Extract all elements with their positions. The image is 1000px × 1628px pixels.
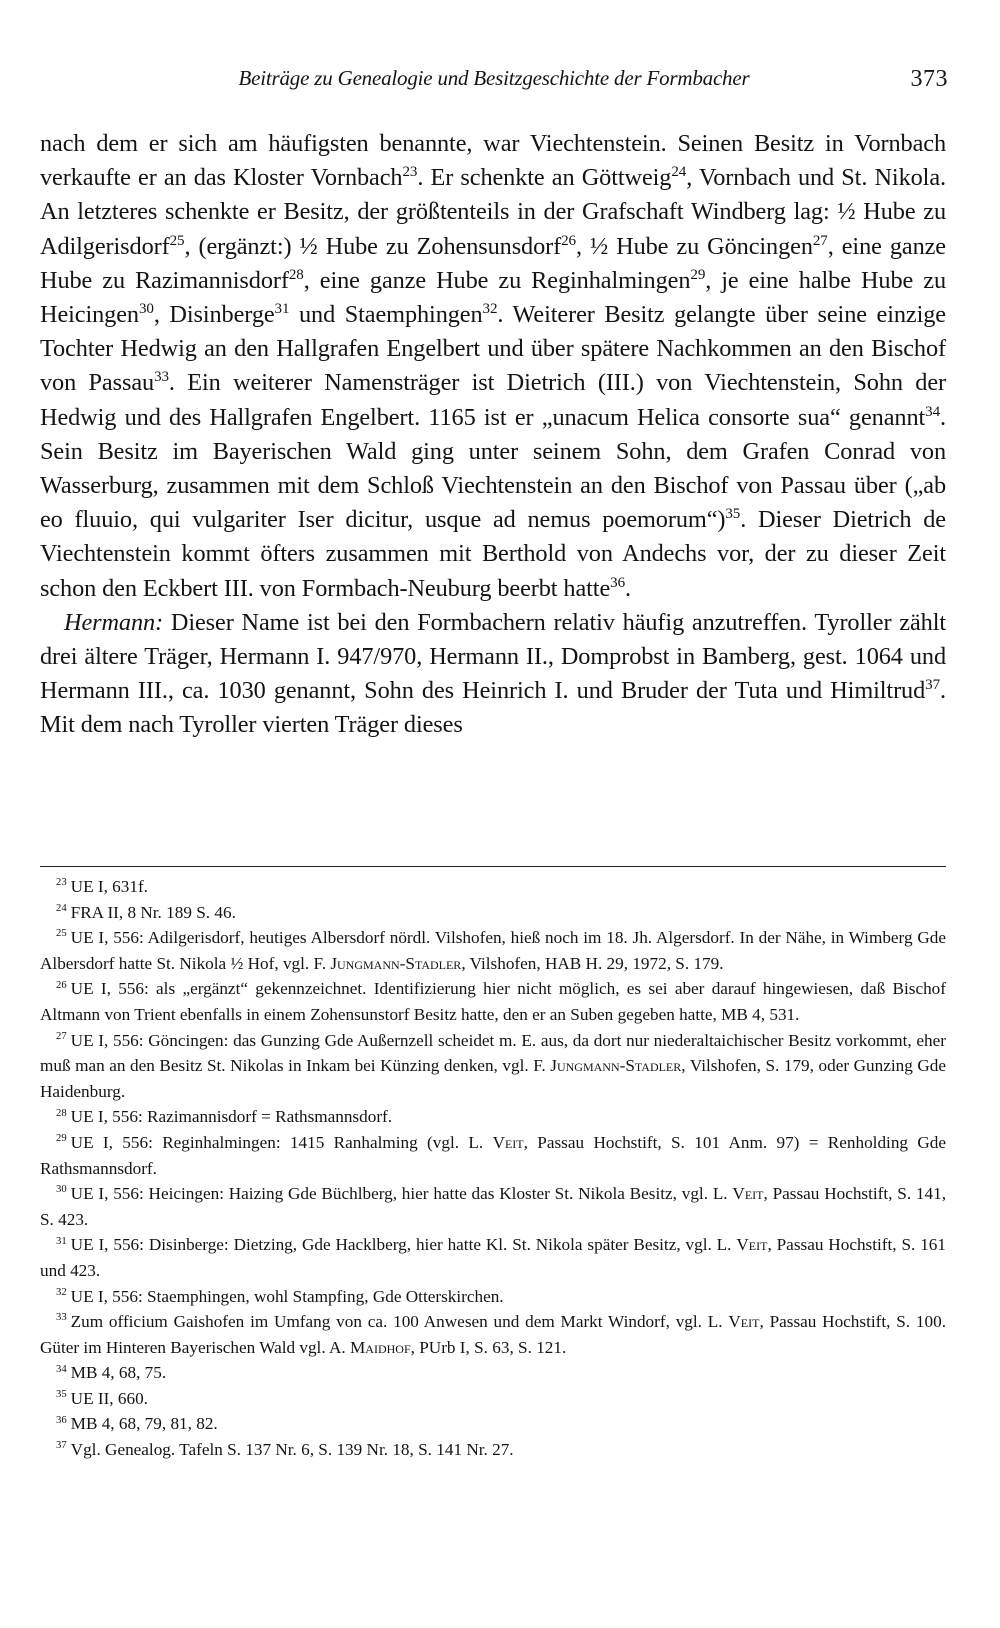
footnote-reference: 27 — [812, 232, 828, 249]
footnote — [40, 976, 946, 1027]
footnote-reference: 25 — [169, 232, 185, 249]
footnote-number: 28 — [56, 1107, 67, 1119]
author-name: Maidhof — [350, 1337, 411, 1357]
text-run: . Ein weiterer Namensträger ist Dietrich (III.) von Viechtenstein, Sohn der Hedwig und des Hallgrafen Engelbert. 1165 ist er „unacum Helica consorte sua“ genannt — [40, 369, 946, 431]
text-run: UE I, 556: Adilgerisdorf, heutiges Albersdorf nördl. Vilshofen, hieß noch im 18. Jh. Algersdorf. In der Nähe, in Wimberg Gde Albersdorf hatte St. Nikola ½ Hof, vgl. F. — [40, 928, 946, 973]
footnote-number: 37 — [56, 1440, 67, 1452]
text-run: . Er schenkte an Göttweig — [417, 164, 672, 192]
text-run: , PUrb I, S. 63, S. 121. — [410, 1337, 567, 1357]
footnote-reference: 24 — [671, 164, 687, 181]
italic-lead: Hermann: — [64, 608, 164, 636]
author-name: Veit — [732, 1184, 764, 1204]
text-run: UE I, 556: als „ergänzt“ gekennzeichnet. Identifizierung hier nicht möglich, es sei aber darauf hingewiesen, daß Bischof Altmann von Trient ebenfalls in einem Zohensunstorf Besitz hatte, den er an Suben gegeben hatte, MB 4, 531. — [40, 979, 946, 1024]
footnote — [40, 1360, 946, 1386]
footnote-number: 24 — [56, 902, 67, 914]
text-run: , Passau Hochstift, S. 141, S. 423. — [40, 1184, 947, 1229]
footnote-number: 29 — [56, 1133, 67, 1145]
author-name: Veit — [492, 1132, 524, 1152]
footnote — [40, 1181, 946, 1232]
footnote-reference: 35 — [725, 506, 741, 523]
paragraph-2 — [40, 606, 946, 743]
text-run: nach dem er sich am häufigsten benannte, war Viechtenstein. Seinen Besitz in Vornbach verkaufte er an das Kloster Vornbach — [40, 130, 946, 192]
page-number: 373 — [910, 66, 948, 92]
footnote — [40, 900, 946, 926]
paragraph-1 — [40, 127, 946, 606]
footnote-reference: 34 — [925, 403, 941, 420]
text-run: UE I, 556: Göncingen: das Gunzing Gde Außernzell scheidet m. E. aus, da dort nur niederaltaichischer Besitz vorkommt, eher muß man an den Besitz St. Nikolas in Inkam bei Künzing denken, vgl. F. — [40, 1030, 946, 1076]
text-run: , Vilshofen, S. 179, oder Gunzing Gde Haidenburg. — [40, 1056, 946, 1101]
author-name: Jungmann-Stadler — [330, 953, 462, 973]
text-run: MB 4, 68, 79, 81, 82. — [70, 1414, 218, 1434]
text-run: , (ergänzt:) ½ Hube zu Zohensunsdorf — [184, 232, 562, 260]
running-head — [40, 66, 948, 100]
text-run: . Sein Besitz im Bayerischen Wald ging unter seinem Sohn, dem Grafen Conrad von Wasserburg, zusammen mit dem Schloß Viechtenstein an den Bischof von Passau über („ab eo fluuio, qui vulgariter Iser dicitur, usque ad nemus poemorum“) — [40, 403, 946, 534]
text-run: UE I, 631f. — [70, 877, 148, 896]
text-run: UE I, 556: Disinberge: Dietzing, Gde Hacklberg, hier hatte Kl. St. Nikola später Besitz, vgl. L. — [70, 1235, 737, 1255]
author-name: Jungmann-Stadler — [550, 1056, 682, 1076]
text-run: Vgl. Genealog. Tafeln S. 137 Nr. 6, S. 139 Nr. 18, S. 141 Nr. 27. — [70, 1440, 514, 1460]
footnote — [40, 1386, 946, 1412]
footnote — [40, 874, 946, 900]
footnote-reference: 31 — [274, 300, 290, 317]
footnote-reference: 37 — [925, 677, 941, 694]
footnote-reference: 33 — [154, 369, 169, 386]
text-run: MB 4, 68, 75. — [70, 1363, 167, 1383]
text-run: , Vilshofen, HAB H. 29, 1972, S. 179. — [461, 953, 724, 973]
footnote-number: 23 — [56, 877, 67, 889]
footnote-separator — [40, 866, 946, 867]
footnote-reference: 26 — [561, 232, 576, 249]
footnote-reference: 32 — [482, 300, 498, 317]
footnote — [40, 1232, 946, 1283]
text-run: , Passau Hochstift, S. 100. Güter im Hinteren Bayerischen Wald vgl. A. — [40, 1312, 946, 1357]
author-name: Veit — [728, 1312, 760, 1332]
text-run: , Vornbach und St. Nikola. An letzteres schenkte er Besitz, der größtenteils in der Grafschaft Windberg lag: ½ Hube zu Adilgerisdorf — [40, 164, 946, 260]
footnote-number: 26 — [56, 979, 67, 991]
text-run: und Staemphingen — [289, 301, 483, 329]
text-run: UE I, 556: Heicingen: Haizing Gde Büchlberg, hier hatte das Kloster St. Nikola Besitz, vgl. L. — [70, 1184, 733, 1204]
text-run: . — [625, 574, 631, 602]
text-run: Zum officium Gaishofen im Umfang von ca. 100 Anwesen und dem Markt Windorf, vgl. L. — [70, 1312, 729, 1332]
footnote-reference: 28 — [288, 266, 304, 283]
footnote — [40, 1411, 946, 1437]
footnote-number: 33 — [56, 1312, 67, 1324]
footnote — [40, 1028, 946, 1105]
text-run: UE I, 556: Razimannisdorf = Rathsmannsdorf. — [70, 1107, 393, 1127]
footnote-reference: 29 — [690, 266, 706, 283]
main-text — [40, 127, 946, 743]
footnotes — [40, 874, 946, 1463]
text-run: UE I, 556: Staemphingen, wohl Stampfing, Gde Otterskirchen. — [70, 1286, 504, 1306]
footnote-number: 30 — [56, 1184, 67, 1196]
footnote — [40, 1284, 946, 1310]
text-run: Dieser Name ist bei den Formbachern relativ häufig anzutreffen. Tyroller zählt drei ältere Träger, Hermann I. 947/970, Hermann II., Domprobst in Bamberg, gest. 1064 und Hermann III., ca. 1030 genannt, Sohn des Heinrich I. und Bruder der Tuta und Himiltrud — [40, 608, 946, 705]
text-run: . Weiterer Besitz gelangte über seine einzige Tochter Hedwig an den Hallgrafen Engelbert und über spätere Nachkommen an den Bischof von Passau — [40, 301, 946, 397]
text-run: , Passau Hochstift, S. 101 Anm. 97) = Renholding Gde Rathsmannsdorf. — [40, 1132, 947, 1178]
text-run: , eine ganze Hube zu Reginhalmingen — [303, 266, 691, 294]
text-run: UE I, 556: Reginhalmingen: 1415 Ranhalming (vgl. L. — [70, 1132, 493, 1152]
text-run: , eine ganze Hube zu Razimannisdorf — [40, 232, 946, 294]
running-title: Beiträge zu Genealogie und Besitzgeschichte der Formbacher — [238, 66, 750, 90]
footnote-number: 34 — [56, 1363, 67, 1375]
footnote — [40, 1437, 946, 1463]
footnote — [40, 1104, 946, 1130]
text-run: UE II, 660. — [70, 1388, 148, 1408]
footnote-number: 31 — [56, 1235, 67, 1247]
footnote-number: 25 — [56, 928, 67, 940]
footnote-reference: 23 — [402, 164, 418, 181]
footnote — [40, 1130, 946, 1181]
text-run: , Passau Hochstift, S. 161 und 423. — [40, 1235, 946, 1280]
footnote-reference: 30 — [138, 300, 154, 317]
text-run: , je eine halbe Hube zu Heicingen — [40, 266, 946, 329]
footnote-reference: 36 — [610, 574, 625, 591]
author-name: Veit — [736, 1235, 768, 1255]
text-run: FRA II, 8 Nr. 189 S. 46. — [70, 902, 236, 922]
text-run: . Dieser Dietrich de Viechtenstein kommt öfters zusammen mit Berthold von Andechs vor, der zu dieser Zeit schon den Eckbert III. von Formbach-Neuburg beerbt hatte — [40, 506, 946, 602]
text-run: , Disinberge — [153, 301, 275, 329]
text-run: , ½ Hube zu Göncingen — [575, 232, 813, 260]
footnote-number: 35 — [56, 1389, 67, 1401]
footnote-number: 36 — [56, 1414, 67, 1426]
text-run: . Mit dem nach Tyroller vierten Träger dieses — [40, 677, 946, 739]
footnote-number: 32 — [56, 1286, 67, 1298]
footnote — [40, 925, 946, 976]
footnote-number: 27 — [56, 1030, 67, 1042]
footnote — [40, 1309, 946, 1360]
